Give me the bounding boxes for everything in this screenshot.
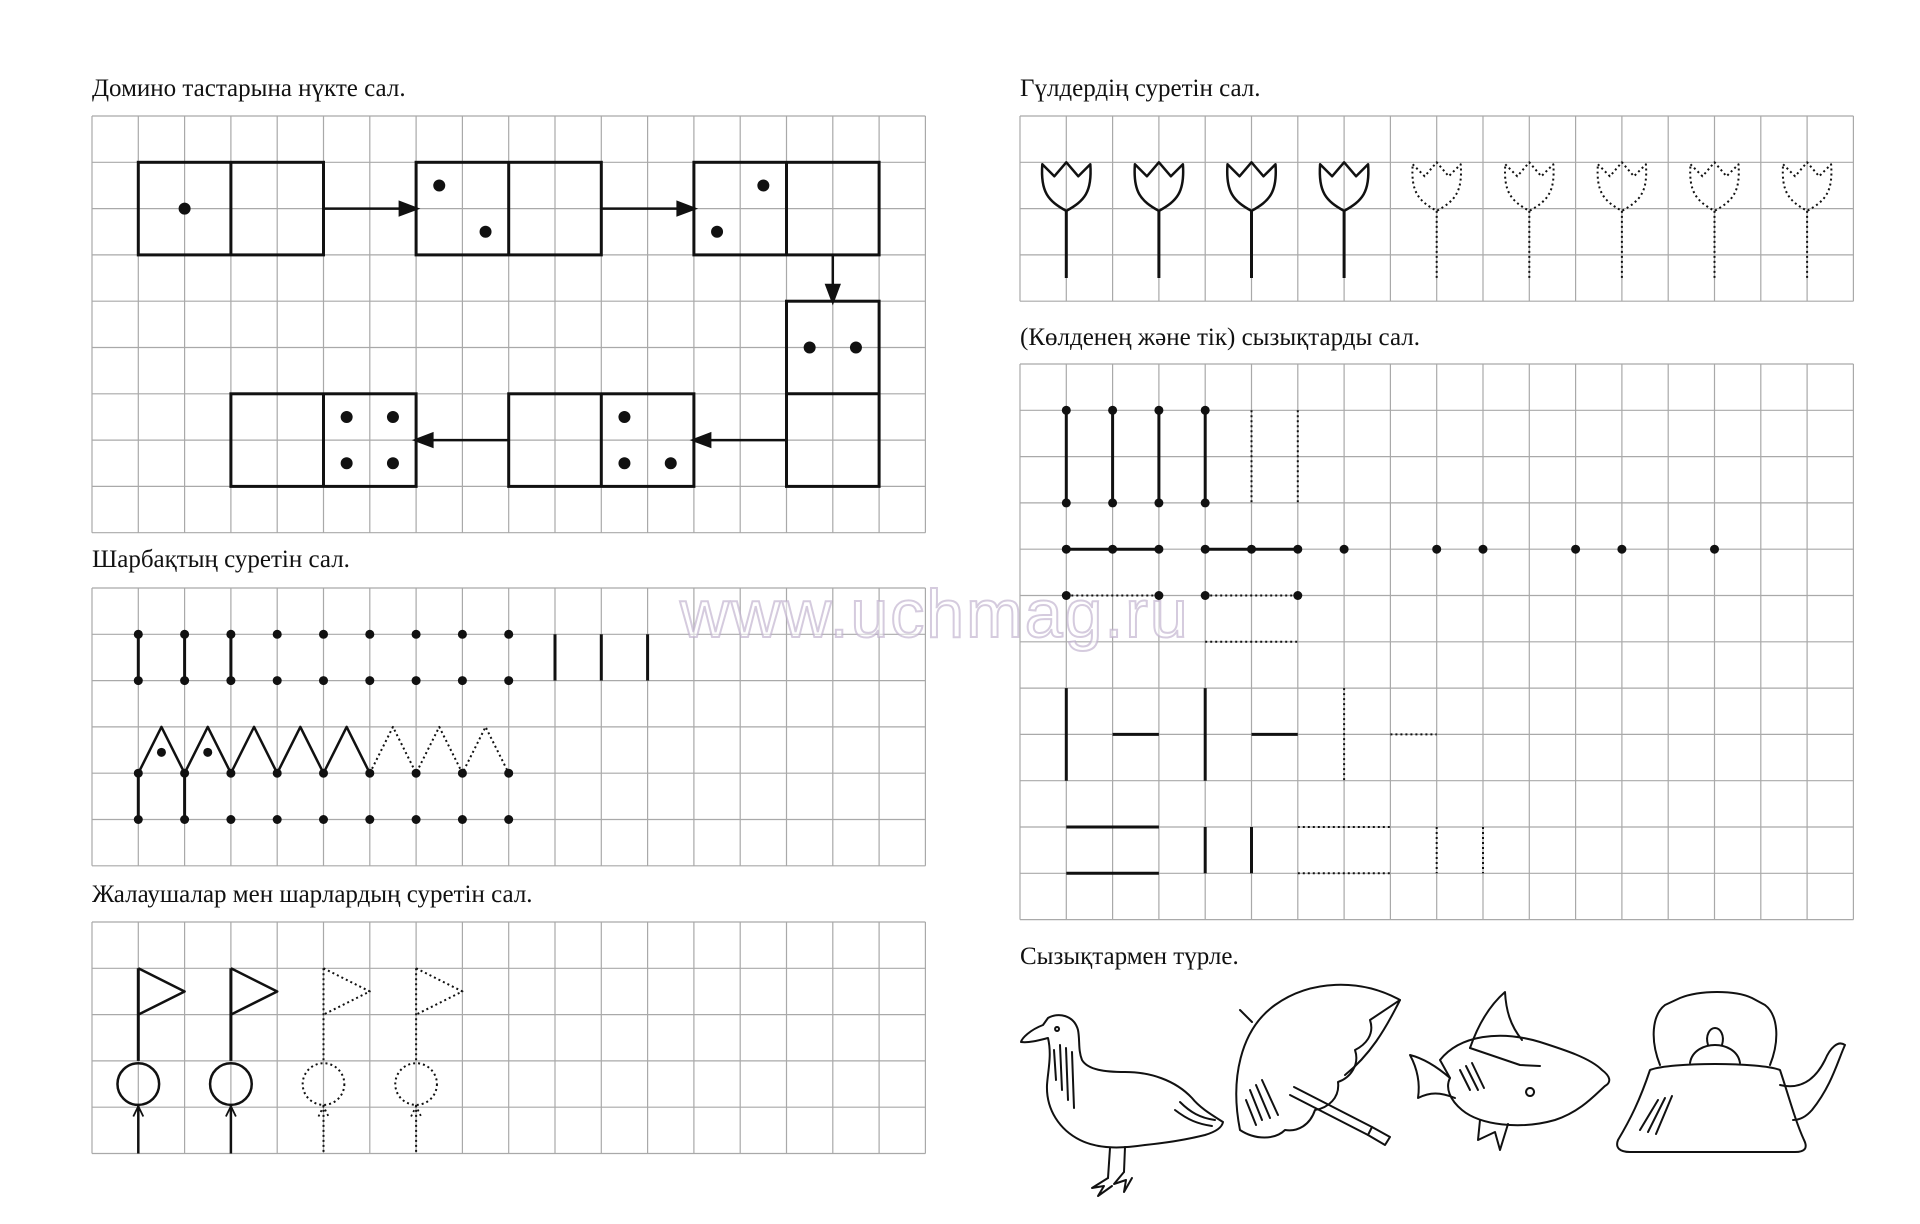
fence-dot: [273, 630, 282, 639]
line-dot: [1062, 498, 1071, 507]
line-dot: [1108, 498, 1117, 507]
fence-dot: [458, 630, 467, 639]
fence-dot: [319, 769, 328, 778]
fence-dot: [458, 769, 467, 778]
domino-dot: [388, 412, 397, 421]
line-dot: [1108, 406, 1117, 415]
arrow-head: [416, 434, 432, 446]
fence-post: [134, 630, 143, 685]
domino-dot: [713, 227, 722, 236]
domino-dot: [759, 181, 768, 190]
duck-picture: [1021, 1015, 1223, 1196]
fence-dot: [273, 815, 282, 824]
line-dot: [1247, 545, 1256, 554]
fence-dot: [458, 815, 467, 824]
flags-title: Жалаушалар мен шарлардың суретін сал.: [92, 881, 533, 908]
fence-dot: [180, 676, 189, 685]
domino-dot: [805, 343, 814, 352]
fence-dot: [273, 676, 282, 685]
line-dot: [1154, 545, 1163, 554]
fence-dot: [365, 769, 374, 778]
fence-zigzag-dotted: [370, 727, 509, 773]
lines-title: (Көлденең және тік) сызықтарды сал.: [1020, 324, 1420, 351]
kettle-picture: [1617, 992, 1845, 1152]
fence-dot: [365, 676, 374, 685]
line-dot: [1617, 545, 1626, 554]
line-dot: [1201, 498, 1210, 507]
fence-post: [134, 769, 143, 824]
arrow-head: [827, 285, 839, 301]
flowers-grid: [1020, 116, 1853, 301]
fence-dot: [504, 630, 513, 639]
fence-dot: [319, 676, 328, 685]
line-dot: [1201, 591, 1210, 600]
line-dot: [1479, 545, 1488, 554]
line-dot: [1154, 498, 1163, 507]
line-dot: [1293, 591, 1302, 600]
line-dot: [1432, 545, 1441, 554]
fence-dot: [504, 769, 513, 778]
fence-dot: [226, 769, 235, 778]
fence-post: [180, 630, 189, 685]
fence-dot: [134, 815, 143, 824]
domino-dot: [342, 459, 351, 468]
shading-title: Сызықтармен түрле.: [1020, 943, 1239, 970]
fence-title: Шарбақтың суретін сал.: [92, 546, 350, 573]
domino-dot: [851, 343, 860, 352]
domino-dot: [481, 227, 490, 236]
fence-dot: [134, 676, 143, 685]
fence-dot: [157, 748, 166, 757]
domino-dot: [388, 459, 397, 468]
flag-cloth: [416, 968, 462, 1014]
fence-dot: [319, 815, 328, 824]
fence-dot: [412, 676, 421, 685]
fence-dot: [203, 748, 212, 757]
fence-dot: [504, 676, 513, 685]
domino-dot: [620, 459, 629, 468]
arrow-head: [694, 434, 710, 446]
watermark: www.uchmag.ru: [680, 576, 1190, 652]
fence-post: [180, 769, 189, 824]
flag-cloth: [324, 968, 370, 1014]
domino-dot: [435, 181, 444, 190]
arrow-head: [678, 203, 694, 215]
fence-dot: [412, 630, 421, 639]
flowers-title: Гүлдердің суретін сал.: [1020, 75, 1261, 102]
fence-dot: [412, 769, 421, 778]
fence-dot: [458, 676, 467, 685]
domino-title: Домино тастарына нүкте сал.: [92, 75, 406, 102]
line-dot: [1154, 591, 1163, 600]
domino-dot: [620, 412, 629, 421]
flag-cloth: [231, 968, 277, 1014]
line-dot: [1571, 545, 1580, 554]
arrow-head: [400, 203, 416, 215]
line-dot: [1710, 545, 1719, 554]
umbrella-picture: [1236, 985, 1400, 1145]
fence-dot: [226, 630, 235, 639]
flags-grid: [92, 922, 925, 1154]
domino-dot: [342, 412, 351, 421]
fence-dot: [226, 676, 235, 685]
fence-dot: [412, 815, 421, 824]
domino-dot: [666, 459, 675, 468]
line-dot: [1062, 406, 1071, 415]
fence-dot: [180, 630, 189, 639]
fence-grid: [92, 588, 925, 866]
fence-dot: [365, 630, 374, 639]
fence-dot: [226, 815, 235, 824]
fence-dot: [319, 630, 328, 639]
fish-picture: [1410, 992, 1609, 1150]
line-dot: [1062, 545, 1071, 554]
fence-dot: [365, 815, 374, 824]
fence-dot: [180, 769, 189, 778]
domino-dot: [180, 204, 189, 213]
fence-post: [226, 630, 235, 685]
fence-zigzag: [138, 727, 369, 773]
fence-dot: [180, 815, 189, 824]
fence-dot: [273, 769, 282, 778]
flag-cloth: [138, 968, 184, 1014]
line-dot: [1340, 545, 1349, 554]
line-dot: [1154, 406, 1163, 415]
fence-dot: [134, 769, 143, 778]
line-dot: [1108, 545, 1117, 554]
line-dot: [1293, 545, 1302, 554]
line-dot: [1062, 591, 1071, 600]
fence-dot: [134, 630, 143, 639]
line-dot: [1201, 545, 1210, 554]
lines-grid: [1020, 364, 1853, 920]
arrow-icon: [827, 255, 839, 301]
shading-pictures: [1021, 985, 1845, 1196]
line-dot: [1201, 406, 1210, 415]
fence-dot: [504, 815, 513, 824]
